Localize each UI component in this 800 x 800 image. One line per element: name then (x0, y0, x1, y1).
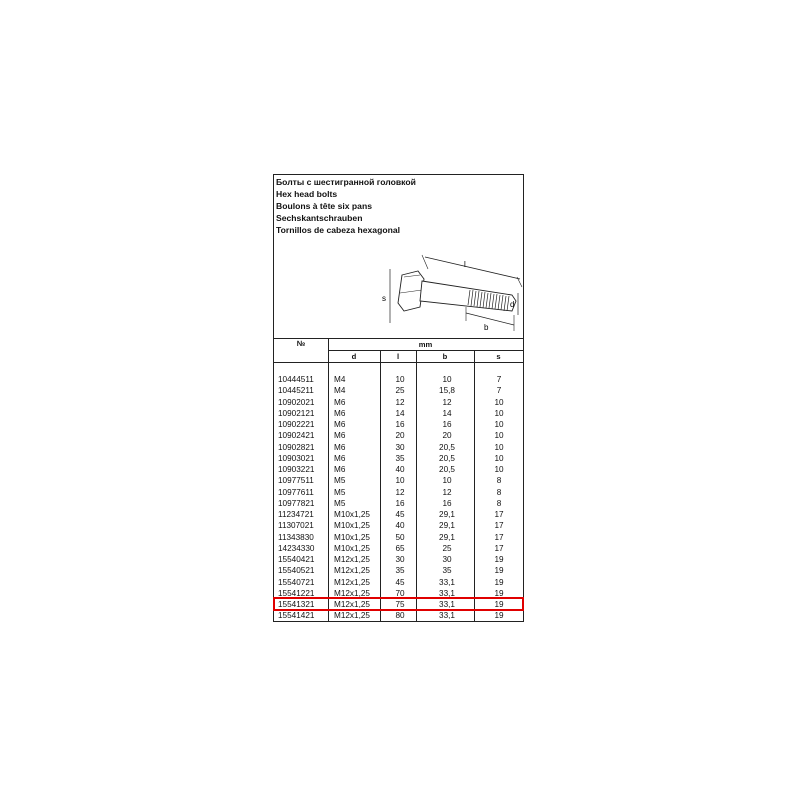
cell-l: 35 (395, 453, 405, 463)
cell-b: 33,1 (439, 600, 455, 609)
cell-s: 17 (494, 510, 504, 519)
cell-b: 25 (442, 543, 452, 553)
cell-b: 12 (442, 397, 452, 407)
cell-l: 40 (395, 521, 405, 531)
cell-d: M4 (334, 386, 346, 396)
cell-l: 70 (395, 588, 405, 598)
cell-b: 10 (442, 375, 452, 384)
cell-b: 33,1 (439, 577, 455, 587)
cell-part-number: 10903021 (278, 453, 315, 463)
header-bottom-rule (274, 362, 523, 363)
cell-d: M10x1,25 (334, 510, 370, 519)
table-row (274, 475, 523, 486)
bolt-drawing (384, 235, 524, 335)
cell-part-number: 15541421 (278, 611, 315, 621)
title-es: Tornillos de cabeza hexagonal (276, 225, 401, 235)
cell-l: 16 (395, 420, 405, 429)
cell-s: 19 (494, 577, 504, 587)
cell-s: 10 (494, 431, 504, 441)
table-row (274, 610, 523, 621)
cell-part-number: 15541221 (278, 588, 315, 598)
cell-part-number: 10902421 (278, 431, 315, 441)
table-row (274, 543, 523, 554)
cell-d: M4 (334, 375, 346, 384)
cell-d: M10x1,25 (334, 532, 370, 542)
cell-s: 17 (494, 543, 504, 553)
title-block (276, 176, 416, 236)
cell-l: 45 (395, 510, 405, 519)
cell-s: 10 (494, 408, 504, 418)
cell-d: M6 (334, 420, 346, 429)
cell-d: M5 (334, 476, 346, 486)
cell-b: 20,5 (439, 465, 455, 474)
cell-l: 10 (395, 476, 405, 486)
cell-d: M6 (334, 442, 346, 452)
header-d: d (351, 352, 357, 361)
table-row (274, 397, 523, 408)
cell-part-number: 10903221 (278, 465, 315, 474)
table-row (274, 385, 523, 396)
cell-part-number: 15540721 (278, 577, 315, 587)
table-row (274, 509, 523, 520)
table-row (274, 577, 523, 588)
cell-d: M12x1,25 (334, 588, 370, 598)
cell-s: 19 (494, 588, 504, 598)
cell-d: M6 (334, 431, 346, 441)
cell-b: 35 (442, 566, 452, 576)
cell-part-number: 10445211 (278, 386, 314, 396)
cell-l: 14 (395, 408, 405, 418)
table-row (274, 419, 523, 430)
cell-b: 29,1 (439, 521, 455, 531)
cell-b: 15,8 (439, 386, 455, 396)
table-body (274, 374, 523, 622)
cell-d: M5 (334, 487, 346, 497)
cell-l: 75 (395, 600, 405, 609)
cell-d: M6 (334, 465, 346, 474)
header-s: s (496, 352, 501, 361)
cell-s: 10 (494, 465, 504, 474)
cell-part-number: 11343830 (278, 532, 314, 542)
cell-b: 10 (442, 476, 452, 486)
cell-s: 10 (494, 420, 504, 429)
cell-l: 10 (395, 375, 405, 384)
cell-part-number: 15540421 (278, 555, 315, 564)
cell-s: 19 (494, 600, 504, 609)
cell-l: 35 (395, 566, 405, 576)
cell-b: 30 (442, 555, 452, 564)
table-row (274, 464, 523, 475)
cell-d: M12x1,25 (334, 577, 370, 587)
cell-d: M12x1,25 (334, 566, 370, 576)
cell-d: M10x1,25 (334, 521, 370, 531)
cell-s: 19 (494, 555, 504, 564)
label-d: d (510, 300, 515, 309)
cell-part-number: 10977511 (278, 476, 314, 486)
cell-part-number: 10977611 (278, 487, 314, 497)
cell-d: M12x1,25 (334, 600, 370, 609)
cell-part-number: 11234721 (278, 510, 314, 519)
table-row (274, 430, 523, 441)
header-b: b (442, 352, 448, 361)
table-row (274, 442, 523, 453)
cell-s: 10 (494, 397, 504, 407)
highlighted-row-outline (273, 597, 524, 611)
cell-s: 17 (494, 521, 504, 531)
cell-s: 7 (496, 386, 502, 396)
cell-b: 14 (442, 408, 452, 418)
table-row (274, 554, 523, 565)
cell-b: 20,5 (439, 442, 455, 452)
cell-s: 7 (496, 375, 502, 384)
cell-part-number: 10444511 (278, 375, 314, 384)
header-unit: mm (418, 340, 433, 349)
cell-part-number: 10902021 (278, 397, 315, 407)
cell-b: 33,1 (439, 611, 455, 621)
cell-l: 25 (395, 386, 405, 396)
table-row (274, 453, 523, 464)
cell-l: 12 (395, 397, 405, 407)
bolt-spec-sheet (273, 174, 524, 622)
cell-b: 16 (442, 498, 452, 508)
cell-s: 8 (496, 498, 502, 508)
header-no: № (296, 339, 306, 348)
cell-d: M10x1,25 (334, 543, 370, 553)
cell-b: 20 (442, 431, 452, 441)
cell-d: M5 (334, 498, 346, 508)
cell-s: 10 (494, 453, 504, 463)
cell-s: 10 (494, 442, 504, 452)
unit-rule (328, 350, 523, 351)
table-row (274, 408, 523, 419)
header-l: l (396, 352, 400, 361)
cell-d: M6 (334, 453, 346, 463)
cell-s: 19 (494, 611, 504, 621)
cell-l: 30 (395, 442, 405, 452)
title-fr: Boulons à tête six pans (276, 201, 372, 211)
cell-s: 17 (494, 532, 504, 542)
cell-part-number: 14234330 (278, 543, 315, 553)
table-row (274, 498, 523, 509)
cell-s: 19 (494, 566, 504, 576)
cell-l: 20 (395, 431, 405, 441)
cell-l: 30 (395, 555, 405, 564)
cell-s: 8 (496, 476, 502, 486)
cell-b: 29,1 (439, 532, 455, 542)
table-row (274, 374, 523, 385)
cell-b: 20,5 (439, 453, 455, 463)
cell-d: M12x1,25 (334, 611, 370, 621)
table-row (274, 532, 523, 543)
cell-b: 33,1 (439, 588, 455, 598)
label-l: l (464, 260, 466, 269)
cell-part-number: 10902221 (278, 420, 315, 429)
cell-l: 16 (395, 498, 405, 508)
cell-l: 65 (395, 543, 405, 553)
table-row (274, 565, 523, 576)
label-s: s (382, 294, 386, 303)
table-row (274, 487, 523, 498)
title-en: Hex head bolts (276, 189, 338, 199)
cell-l: 45 (395, 577, 405, 587)
cell-l: 40 (395, 465, 405, 474)
title-ru: Болты с шестигранной головкой (276, 177, 416, 187)
cell-b: 12 (442, 487, 452, 497)
cell-part-number: 10902121 (278, 408, 315, 418)
cell-d: M6 (334, 408, 346, 418)
cell-l: 50 (395, 532, 405, 542)
cell-part-number: 10977821 (278, 498, 315, 508)
cell-part-number: 15540521 (278, 566, 315, 576)
label-b: b (484, 323, 489, 332)
cell-s: 8 (496, 487, 502, 497)
cell-part-number: 11307021 (278, 521, 314, 531)
cell-part-number: 15541321 (278, 600, 315, 609)
cell-part-number: 10902821 (278, 442, 315, 452)
title-de: Sechskantschrauben (276, 213, 363, 223)
cell-b: 16 (442, 420, 452, 429)
cell-d: M6 (334, 397, 346, 407)
cell-l: 80 (395, 611, 405, 621)
cell-d: M12x1,25 (334, 555, 370, 564)
table-row (274, 520, 523, 531)
cell-b: 29,1 (439, 510, 455, 519)
cell-l: 12 (395, 487, 405, 497)
